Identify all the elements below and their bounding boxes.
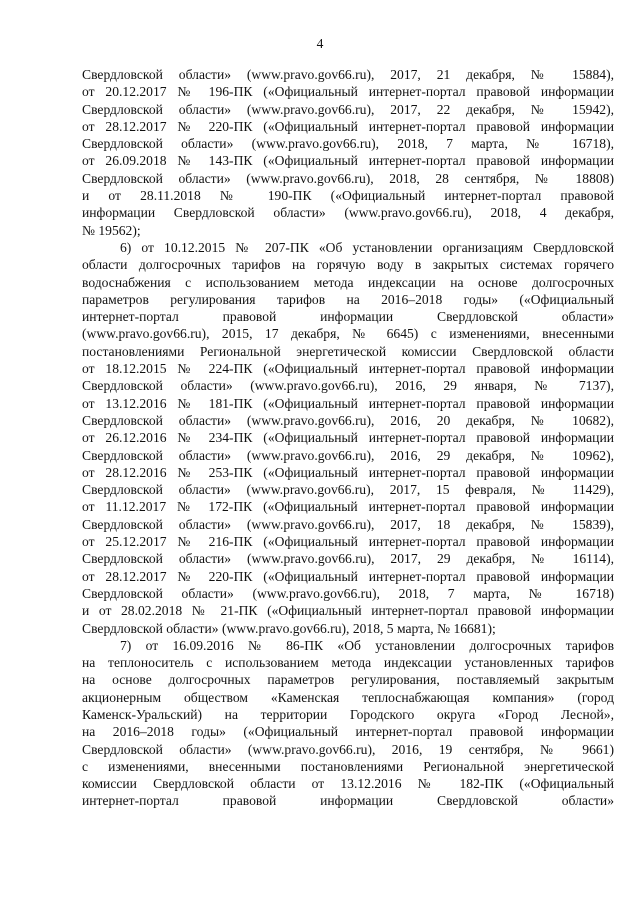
text-line: Свердловской области» (www.pravo.gov66.ru), 2016, 29 января, № 7137),	[82, 378, 614, 394]
text-line: информации Свердловской области» (www.pravo.gov66.ru), 2018, 4 декабря,	[82, 205, 614, 221]
page-number: 4	[316, 36, 324, 51]
text-line: 7) от 16.09.2016 № 86-ПК «Об установлении долгосрочных тарифов	[120, 637, 614, 653]
text-line: Свердловской области» (www.pravo.gov66.ru), 2017, 15 февраля, № 11429),	[82, 482, 614, 498]
text-line: от 26.12.2016 № 234-ПК («Официальный интернет-портал правовой информации	[82, 430, 614, 446]
text-line: области долгосрочных тарифов на горячую воду в закрытых системах горячего	[82, 257, 614, 273]
text-line: Свердловской области» (www.pravo.gov66.ru), 2018, 7 марта, № 16718)	[82, 585, 614, 601]
text-line: водоснабжения с использованием метода индексации на основе долгосрочных	[82, 274, 614, 290]
text-line: от 26.09.2018 № 143-ПК («Официальный интернет-портал правовой информации	[82, 153, 614, 169]
document-body	[82, 66, 614, 810]
text-line: от 28.12.2016 № 253-ПК («Официальный интернет-портал правовой информации	[82, 464, 614, 480]
text-line: Свердловской области» (www.pravo.gov66.ru), 2018, 28 сентября, № 18808)	[82, 170, 614, 186]
text-line: на теплоноситель с использованием метода индексации установленных тарифов	[82, 655, 614, 671]
text-line: Свердловской области» (www.pravo.gov66.ru), 2017, 29 декабря, № 16114),	[82, 551, 614, 567]
text-line: и от 28.11.2018 № 190-ПК («Официальный интернет-портал правовой	[82, 188, 614, 204]
text-line: комиссии Свердловской области от 13.12.2016 № 182-ПК («Официальный	[82, 776, 614, 792]
text-line: от 20.12.2017 № 196-ПК («Официальный интернет-портал правовой информации	[82, 84, 614, 100]
text-line: Свердловской области» (www.pravo.gov66.ru), 2018, 5 марта, № 16681);	[82, 620, 496, 636]
text-line: Свердловской области» (www.pravo.gov66.ru), 2016, 20 декабря, № 10682),	[82, 412, 614, 428]
text-line: постановлениями Региональной энергетической комиссии Свердловской области	[82, 343, 614, 359]
text-line: 6) от 10.12.2015 № 207-ПК «Об установлении организациям Свердловской	[120, 239, 614, 255]
text-line: с изменениями, внесенными постановлениями Региональной энергетической	[82, 758, 614, 774]
text-line: от 25.12.2017 № 216-ПК («Официальный интернет-портал правовой информации	[82, 534, 614, 550]
text-line: на 2016–2018 годы» («Официальный интернет-портал правовой информации	[82, 724, 614, 740]
text-line: Свердловской области» (www.pravo.gov66.ru), 2017, 22 декабря, № 15942),	[82, 101, 614, 117]
text-line: Свердловской области» (www.pravo.gov66.ru), 2016, 19 сентября, № 9661)	[82, 741, 614, 757]
text-line: от 13.12.2016 № 181-ПК («Официальный интернет-портал правовой информации	[82, 395, 614, 411]
text-line: от 18.12.2015 № 224-ПК («Официальный интернет-портал правовой информации	[82, 361, 614, 377]
text-line: (www.pravo.gov66.ru), 2015, 17 декабря, № 6645) с изменениями, внесенными	[82, 326, 614, 342]
text-line: параметров регулирования тарифов на 2016–2018 годы» («Официальный	[82, 291, 614, 307]
text-line: от 11.12.2017 № 172-ПК («Официальный интернет-портал правовой информации	[82, 499, 614, 515]
text-line: Свердловской области» (www.pravo.gov66.ru), 2017, 18 декабря, № 15839),	[82, 516, 614, 532]
text-line: на основе долгосрочных параметров регулирования, поставляемый закрытым	[82, 672, 614, 688]
text-line: от 28.12.2017 № 220-ПК («Официальный интернет-портал правовой информации	[82, 568, 614, 584]
text-line: и от 28.02.2018 № 21-ПК («Официальный интернет-портал правовой информации	[82, 603, 614, 619]
text-line: Каменск-Уральский) на территории Городского округа «Город Лесной»,	[82, 706, 614, 722]
text-line: Свердловской области» (www.pravo.gov66.ru), 2018, 7 марта, № 16718),	[82, 136, 614, 152]
text-line: Свердловской области» (www.pravo.gov66.ru), 2016, 29 декабря, № 10962),	[82, 447, 614, 463]
text-line: интернет-портал правовой информации Свердловской области»	[82, 793, 614, 809]
text-line: от 28.12.2017 № 220-ПК («Официальный интернет-портал правовой информации	[82, 118, 614, 134]
text-line: акционерным обществом «Каменская теплоснабжающая компания» (город	[82, 689, 614, 705]
text-line: интернет-портал правовой информации Свердловской области»	[82, 309, 614, 325]
text-line: Свердловской области» (www.pravo.gov66.ru), 2017, 21 декабря, № 15884),	[82, 67, 614, 82]
text-line: № 19562);	[82, 222, 141, 238]
